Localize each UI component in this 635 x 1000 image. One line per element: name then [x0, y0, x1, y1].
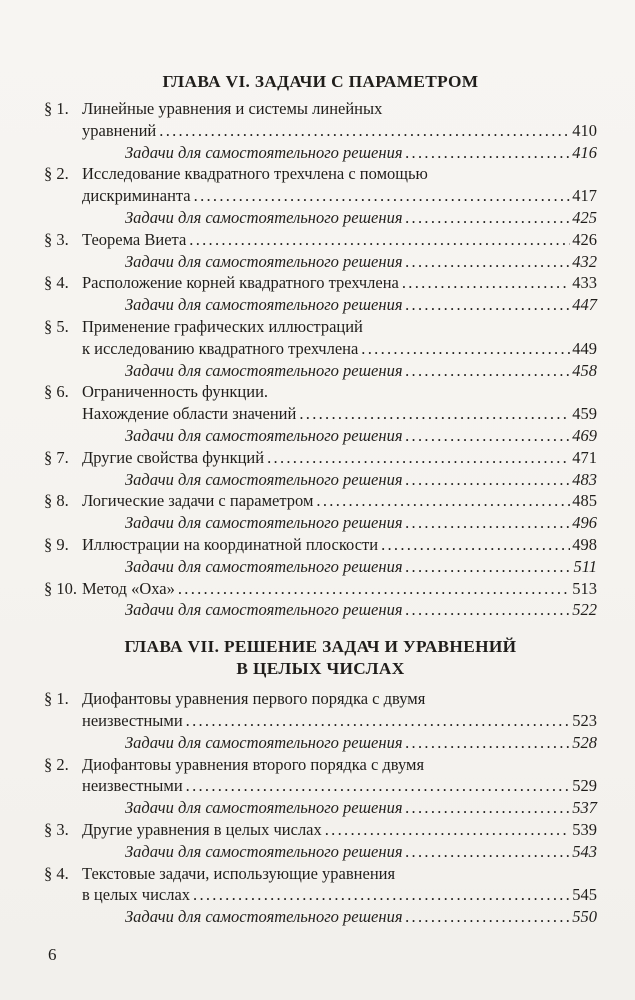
toc-entry-text: Расположение корней квадратного трехчлена: [82, 273, 399, 293]
toc-sub-entry-page-number: 511: [573, 556, 597, 576]
toc-sub-entry-text: Задачи для самостоятельного решения: [125, 600, 403, 620]
toc-sub-entry-page-number: 483: [572, 469, 597, 489]
dot-leader: [406, 906, 571, 928]
section-label: § 7.: [44, 447, 69, 467]
toc-entry: [44, 272, 597, 316]
toc-entry: [44, 229, 597, 273]
dot-leader: [381, 534, 570, 556]
toc-entry-page-number: 513: [572, 578, 597, 598]
toc-sub-entry-page-number: 458: [572, 360, 597, 380]
dot-leader: [159, 120, 570, 142]
section-label: § 1.: [44, 689, 69, 709]
toc-entry-page-number: 529: [572, 776, 597, 796]
toc-entry-line: [82, 338, 597, 360]
toc-sub-entry-page-number: 447: [572, 295, 597, 315]
toc-entry: [44, 819, 597, 863]
toc-entry-text: Ограниченность функции.: [82, 382, 269, 402]
toc-entry: [44, 688, 597, 753]
dot-leader: [406, 797, 571, 819]
toc-sub-entry-text: Задачи для самостоятельного решения: [125, 513, 403, 533]
toc-entry-text: в целых числах: [82, 885, 191, 905]
toc-sub-entry: [82, 425, 597, 447]
toc-entry-text: Другие свойства функций: [82, 447, 265, 467]
dot-leader: [406, 360, 571, 382]
toc-entry-page-number: 459: [572, 404, 597, 424]
toc-sub-entry: [82, 797, 597, 819]
toc-entry-page-number: 426: [572, 229, 597, 249]
toc-entry-page-number: 523: [572, 710, 597, 730]
toc-entry: [44, 447, 597, 491]
section-label: § 6.: [44, 382, 69, 402]
toc-sub-entry-text: Задачи для самостоятельного решения: [125, 360, 403, 380]
toc-entry-line: [82, 710, 597, 732]
toc-entry: [44, 381, 597, 446]
toc-entry-line: [44, 534, 597, 556]
dot-leader: [316, 490, 570, 512]
toc-sub-entry: [82, 732, 597, 754]
section-label: § 2.: [44, 164, 69, 184]
dot-leader: [406, 142, 571, 164]
toc-entry-text: Текстовые задачи, использующие уравнения: [82, 863, 396, 883]
toc-sub-entry: [82, 556, 597, 578]
toc-entry-line: [82, 884, 597, 906]
toc-entry: [44, 163, 597, 228]
section-label: § 5.: [44, 316, 69, 336]
toc-sub-entry: [82, 294, 597, 316]
toc-entry-text: Другие уравнения в целых числах: [82, 819, 322, 839]
toc-entry-line: [44, 229, 597, 251]
dot-leader: [406, 251, 571, 273]
section-label: § 3.: [44, 229, 69, 249]
toc-sub-entry: [82, 469, 597, 491]
dot-leader: [406, 512, 571, 534]
toc-sub-entry: [82, 512, 597, 534]
toc-entry-text: к исследованию квадратного трехчлена: [82, 338, 359, 358]
section-label: § 2.: [44, 754, 69, 774]
toc-entry-line: [82, 120, 597, 142]
toc-entry-text: Диофантовы уравнения первого порядка с двумя: [82, 689, 426, 709]
page-number: 6: [48, 945, 57, 964]
toc-sub-entry-text: Задачи для самостоятельного решения: [125, 907, 403, 927]
chapter-title: [44, 71, 597, 93]
dot-leader: [406, 841, 571, 863]
toc-entry-line: [44, 863, 597, 885]
section-label: § 1.: [44, 99, 69, 118]
section-label: § 8.: [44, 491, 69, 511]
toc-entry-line: [82, 403, 597, 425]
toc-sub-entry: [82, 207, 597, 229]
toc-entry-text: Нахождение области значений: [82, 404, 297, 424]
chapter-title: [44, 636, 597, 680]
toc-sub-entry-page-number: 425: [572, 207, 597, 227]
toc-entry-text: Исследование квадратного трехчлена с помощью: [82, 164, 428, 184]
dot-leader: [299, 403, 570, 425]
toc-entry-page-number: 410: [572, 120, 597, 140]
toc-sub-entry: [82, 841, 597, 863]
toc-entry-text: Метод «Оха»: [82, 578, 175, 598]
toc-sub-entry-page-number: 496: [572, 513, 597, 533]
toc-sub-entry-text: Задачи для самостоятельного решения: [125, 425, 403, 445]
toc-entry-line: [82, 775, 597, 797]
toc-entry-line: [44, 754, 597, 776]
dot-leader: [186, 710, 571, 732]
toc-entry-text: Применение графических иллюстраций: [82, 316, 363, 336]
toc-entry-page-number: 433: [572, 273, 597, 293]
chapter-title-line: В ЦЕЛЫХ ЧИСЛАХ: [236, 659, 405, 679]
toc-sub-entry-page-number: 537: [572, 798, 597, 818]
toc-sub-entry-page-number: 416: [572, 142, 597, 162]
toc-entry: [44, 98, 597, 163]
toc-entry-page-number: 449: [572, 338, 597, 358]
toc-sub-entry: [82, 599, 597, 621]
toc-sub-entry-page-number: 528: [572, 732, 597, 752]
section-label: § 3.: [44, 819, 69, 839]
dot-leader: [194, 185, 571, 207]
dot-leader: [406, 207, 571, 229]
dot-leader: [189, 229, 570, 251]
toc-entry-line: [44, 163, 597, 185]
dot-leader: [406, 469, 571, 491]
toc-entry-text: неизвестными: [82, 710, 183, 730]
toc-entry-line: [44, 490, 597, 512]
toc-entry-line: [44, 316, 597, 338]
chapter-title-line: ГЛАВА VII. РЕШЕНИЕ ЗАДАЧ И УРАВНЕНИЙ: [124, 637, 517, 657]
section-label: § 4.: [44, 273, 69, 293]
toc-entry: [44, 534, 597, 578]
toc-entry-line: [44, 688, 597, 710]
dot-leader: [178, 578, 570, 600]
toc-sub-entry-text: Задачи для самостоятельного решения: [125, 732, 403, 752]
dot-leader: [267, 447, 570, 469]
dot-leader: [406, 425, 571, 447]
toc-entry-text: неизвестными: [82, 776, 183, 796]
toc-entry-page-number: 417: [572, 186, 597, 206]
toc-sub-entry: [82, 360, 597, 382]
toc-entry-page-number: 485: [572, 491, 597, 511]
toc-sub-entry: [82, 251, 597, 273]
toc-sub-entry-page-number: 469: [572, 425, 597, 445]
toc-entry-line: [44, 819, 597, 841]
toc-sub-entry: [82, 142, 597, 164]
section-label: § 10.: [44, 578, 77, 598]
toc-entry-text: Диофантовы уравнения второго порядка с двумя: [82, 754, 425, 774]
toc-entry-page-number: 545: [572, 885, 597, 905]
dot-leader: [406, 599, 571, 621]
toc-sub-entry-text: Задачи для самостоятельного решения: [125, 798, 403, 818]
toc-entry: [44, 863, 597, 928]
dot-leader: [402, 272, 570, 294]
table-of-contents: [44, 71, 597, 928]
chapter-title-line: ГЛАВА VI. ЗАДАЧИ С ПАРАМЕТРОМ: [162, 72, 479, 91]
toc-entry-line: [44, 98, 597, 120]
toc-sub-entry: [82, 906, 597, 928]
toc-sub-entry-page-number: 550: [572, 907, 597, 927]
toc-entry-text: Иллюстрации на координатной плоскости: [82, 534, 379, 554]
toc-entry-line: [44, 447, 597, 469]
dot-leader: [361, 338, 570, 360]
toc-sub-entry-text: Задачи для самостоятельного решения: [125, 295, 403, 315]
toc-sub-entry-text: Задачи для самостоятельного решения: [125, 469, 403, 489]
toc-sub-entry-text: Задачи для самостоятельного решения: [125, 251, 403, 271]
toc-entry-line: [44, 578, 597, 600]
dot-leader: [193, 884, 570, 906]
toc-entry: [44, 578, 597, 622]
toc-entry-text: Логические задачи с параметром: [82, 491, 314, 511]
dot-leader: [406, 732, 571, 754]
dot-leader: [186, 775, 571, 797]
toc-entry-line: [44, 381, 597, 403]
toc-sub-entry-text: Задачи для самостоятельного решения: [125, 142, 403, 162]
toc-entry-page-number: 539: [572, 819, 597, 839]
dot-leader: [406, 294, 571, 316]
toc-entry-line: [82, 185, 597, 207]
toc-entry: [44, 754, 597, 819]
toc-sub-entry-page-number: 522: [572, 600, 597, 620]
toc-entry-line: [44, 272, 597, 294]
toc-entry: [44, 316, 597, 381]
section-label: § 4.: [44, 863, 69, 883]
toc-sub-entry-page-number: 543: [572, 841, 597, 861]
toc-entry-page-number: 498: [572, 534, 597, 554]
toc-entry-text: Теорема Виета: [82, 229, 187, 249]
toc-entry: [44, 490, 597, 534]
toc-sub-entry-page-number: 432: [572, 251, 597, 271]
section-label: § 9.: [44, 534, 69, 554]
toc-entry-text: дискриминанта: [82, 186, 191, 206]
toc-sub-entry-text: Задачи для самостоятельного решения: [125, 556, 403, 576]
dot-leader: [406, 556, 572, 578]
dot-leader: [325, 819, 571, 841]
toc-entry-text: Линейные уравнения и системы линейных: [82, 99, 383, 118]
toc-entry-page-number: 471: [572, 447, 597, 467]
toc-sub-entry-text: Задачи для самостоятельного решения: [125, 207, 403, 227]
toc-sub-entry-text: Задачи для самостоятельного решения: [125, 841, 403, 861]
toc-entry-text: уравнений: [82, 120, 157, 140]
